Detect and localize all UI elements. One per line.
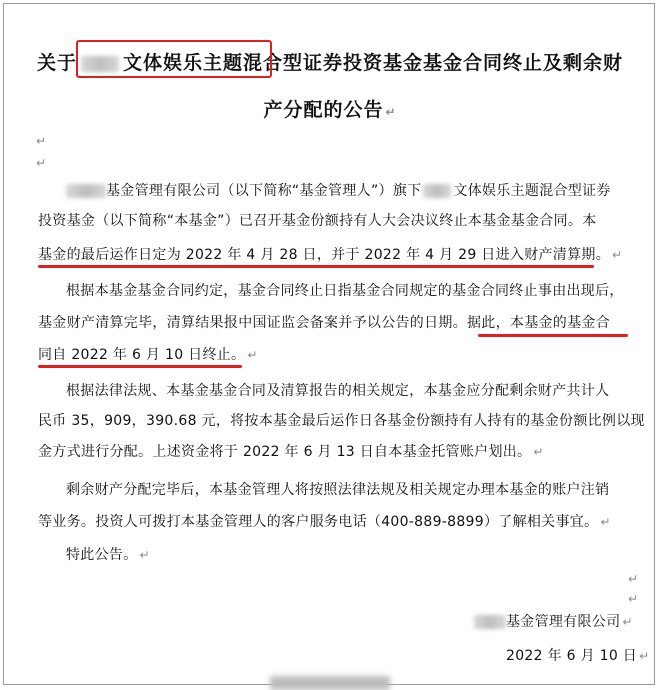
paragraph-2-line-2 xyxy=(38,312,610,332)
red-underline-3 xyxy=(38,365,242,368)
p4-line2-text: 等业务。投资人可拨打本基金管理人的客户服务电话（400-889-8899）了解相关事宜。 xyxy=(38,514,599,530)
p3-line2-text: 民币 35，909，390.68 元，将按本基金最后运作日各基金份额持有人持有的基金份额比例以现 xyxy=(38,413,645,429)
paragraph-mark: ↵ xyxy=(385,105,397,119)
paragraph-2-line-1 xyxy=(66,280,624,300)
paragraph-1-line-2 xyxy=(38,210,597,230)
redacted-company xyxy=(474,615,506,629)
paragraph-4-line-1 xyxy=(66,479,609,499)
empty-paragraph-mark: ↵ xyxy=(36,156,47,170)
paragraph-mark: ↵ xyxy=(600,515,611,529)
title-prefix: 关于 xyxy=(36,52,77,74)
redacted-company xyxy=(66,184,106,198)
empty-paragraph-mark: ↵ xyxy=(628,572,639,586)
paragraph-2-line-3 xyxy=(38,344,258,364)
empty-paragraph-mark: ↵ xyxy=(36,134,47,148)
paragraph-mark: ↵ xyxy=(612,248,623,262)
paragraph-3-line-1 xyxy=(66,380,609,400)
p1-line2-text: 投资基金（以下简称“本基金”）已召开基金份额持有人大会决议终止本基金基金合同。本 xyxy=(38,213,597,229)
paragraph-3-line-3 xyxy=(38,441,544,461)
paragraph-1-line-3 xyxy=(38,244,622,264)
redacted-name xyxy=(423,184,451,198)
empty-paragraph-mark: ↵ xyxy=(628,592,639,606)
p3-line3-text: 金方式进行分配。上述资金将于 2022 年 6 月 13 日自本基金托管账户划出。 xyxy=(38,444,532,460)
title-rest: 型证券投资基金基金合同终止及剩余财 xyxy=(283,52,624,74)
red-underline-1 xyxy=(38,265,594,268)
p4-line1-text: 剩余财产分配完毕后，本基金管理人将按照法律法规及相关规定办理本基金的账户注销 xyxy=(66,482,610,498)
title-highlighted: 文体娱乐主题混合 xyxy=(122,52,283,74)
p5-text: 特此公告。 xyxy=(66,547,138,563)
p2-line2-text: 基金财产清算完毕，清算结果报中国证监会备案并予以公告的日期。据此，本基金的基金合 xyxy=(38,315,610,331)
paragraph-3-line-2 xyxy=(38,410,645,430)
p3-line1-text: 根据法律法规、本基金基金合同及清算报告的相关规定，本基金应分配剩余财产共计人 xyxy=(66,383,610,399)
signature-company-text: 基金管理有限公司 xyxy=(506,614,621,630)
p1-text-a: 基金管理有限公司（以下简称“基金管理人”）旗下 xyxy=(106,183,422,199)
signature-date-text: 2022 年 6 月 10 日 xyxy=(506,648,638,664)
paragraph-mark: ↵ xyxy=(622,615,633,629)
paragraph-1-line-1 xyxy=(66,180,611,200)
signature-date xyxy=(506,645,649,665)
p2-line3-text: 同自 2022 年 6 月 10 日终止。 xyxy=(38,347,246,363)
paragraph-mark: ↵ xyxy=(247,348,258,362)
red-underline-2 xyxy=(478,334,628,337)
paragraph-mark: ↵ xyxy=(139,548,150,562)
blurred-footer-watermark xyxy=(270,676,390,690)
paragraph-mark: ↵ xyxy=(639,649,650,663)
title-line2-text: 产分配的公告 xyxy=(263,99,384,121)
p1-text-b: 文体娱乐主题混合型证券 xyxy=(453,183,611,199)
signature-company xyxy=(474,611,633,631)
p2-line1-text: 根据本基金基金合同约定，基金合同终止日指基金合同规定的基金合同终止事由出现后， xyxy=(66,283,624,299)
document-title-line-2 xyxy=(0,95,660,122)
paragraph-4-line-2 xyxy=(38,511,611,531)
title-highlight-box xyxy=(76,40,272,78)
paragraph-mark: ↵ xyxy=(533,445,544,459)
paragraph-5 xyxy=(66,544,150,564)
p1-line3-text: 基金的最后运作日定为 2022 年 4 月 28 日，并于 2022 年 4 月 29 日进入财产清算期。 xyxy=(38,247,611,263)
